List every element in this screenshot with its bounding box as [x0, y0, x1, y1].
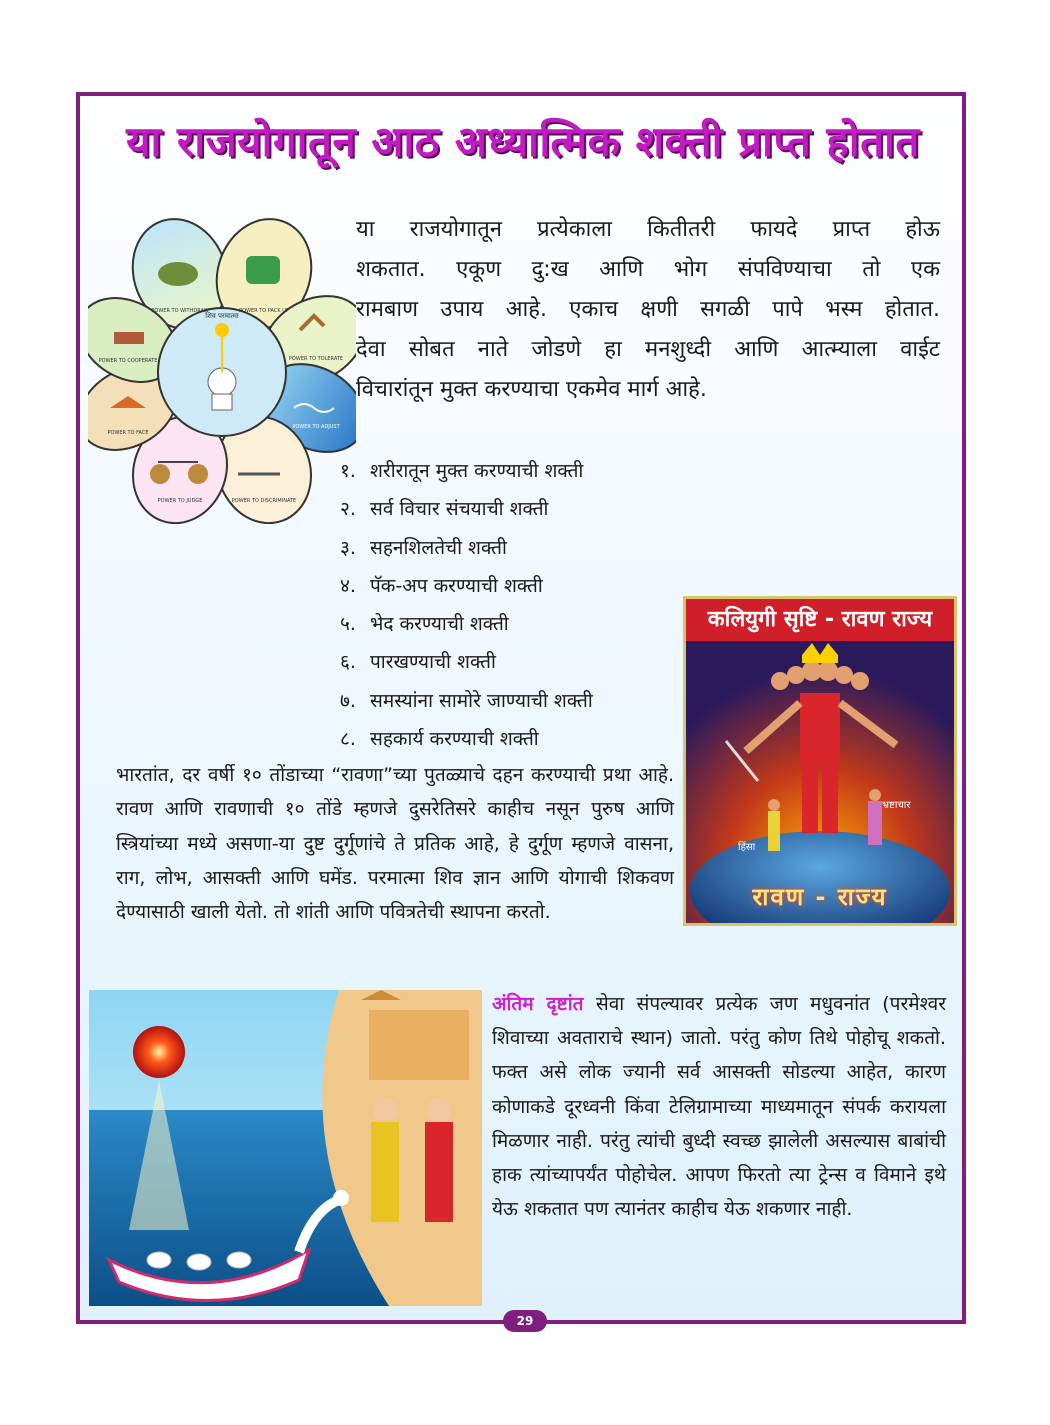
final-vision-heading: अंतिम दृष्टांत — [492, 993, 584, 1015]
intro-paragraph — [356, 210, 940, 410]
intro-line: शकतात. एकूण दु:ख आणि भोग संपविण्याचा तो एक — [356, 257, 940, 282]
list-item: १. शरीरातून मुक्त करण्याची शक्ती — [340, 460, 584, 482]
eight-powers-flower-illustration — [88, 212, 356, 524]
intro-line: विचारांतून मुक्त करण्याचा एकमेव मार्ग आहे. — [356, 377, 707, 402]
poster-bottom-text: रावण - राज्य — [752, 883, 888, 911]
list-item: ४. पॅक-अप करण्याची शक्ती — [340, 574, 543, 597]
final-vision-illustration — [89, 990, 482, 1306]
svg-text:POWER TO COOPERATE: POWER TO COOPERATE — [98, 358, 158, 364]
intro-line: रामबाण उपाय आहे. एकाच क्षणी सगळी पापे भस्म होतात. — [356, 297, 940, 322]
shiva-light-icon — [215, 323, 229, 337]
powers-list — [340, 452, 593, 758]
ravan-rajya-poster — [683, 596, 957, 926]
intro-line: देवा सोबत नाते जोडणे हा मनशुध्दी आणि आत्म्याला वाईट — [356, 337, 940, 362]
flower-center-label: शिव परमात्मा — [205, 312, 239, 320]
svg-text:POWER TO DISCRIMINATE: POWER TO DISCRIMINATE — [231, 498, 297, 504]
page-number: 29 — [503, 1310, 547, 1332]
svg-text:POWER TO FACE: POWER TO FACE — [107, 430, 149, 436]
poster-label-right: भ्रष्टाचार — [882, 800, 911, 811]
final-vision-text: सेवा संपल्यावर प्रत्येक जण मधुवनांत (परमेश्वर शिवाच्या अवताराचे स्थान) जातो. परंतु कोण तिथे पोहोचू शकतो. फक्त असे लोक ज्यानी सर्व आसक्ती सोडल्या आहेत, कारण कोणाकडे दूरध्वनी किंवा टेलिग्रामाच्या माध्यमातून संपर्क करायला मिळणार नाही. परंतु त्यांची बुध्दी स्वच्छ झालेली असल्यास बाबांची हाक त्यांच्यापर्यंत पोहोचेल. आपण फिरतो त्या ट्रेन्स व विमाने इथे येऊ शकतात पण त्यानंतर काहीच येऊ शकणार नाही. — [492, 993, 946, 1221]
list-item: ६. पारखण्याची शक्ती — [340, 651, 496, 674]
intro-line: या राजयोगातून प्रत्येकाला कितीतरी फायदे प्राप्त होऊ — [356, 217, 940, 242]
list-item: २. सर्व विचार संचयाची शक्ती — [340, 498, 549, 521]
list-item: ८. सहकार्य करण्याची शक्ती — [340, 728, 539, 751]
poster-label-left: हिंसा — [738, 842, 756, 853]
final-vision-paragraph — [492, 987, 946, 1226]
list-item: ७. समस्यांना सामोरे जाण्याची शक्ती — [340, 689, 593, 712]
list-item: ५. भेद करण्याची शक्ती — [340, 613, 509, 636]
ravan-paragraph: भारतांत, दर वर्षी १० तोंडाच्या “रावणा”च्या पुतळ्याचे दहन करण्याची प्रथा आहे. रावण आणि रावणाची १० तोंडे म्हणजे दुसरेतिसरे काहीच नसून पुरुष आणि स्त्रियांच्या मध्ये असणा-या दुष्ट दुर्गूणांचे ते प्रतिक आहे, हे दुर्गूण म्हणजे वासना, राग, लोभ, आसक्ती आणि घमेंड. परमात्मा शिव ज्ञान आणि योगाची शिकवण देण्यासाठी खाली येतो. तो शांती आणि पवित्रतेची स्थापना करतो. — [116, 764, 674, 924]
svg-text:POWER TO JUDGE: POWER TO JUDGE — [157, 498, 203, 504]
svg-text:POWER TO TOLERATE: POWER TO TOLERATE — [288, 356, 344, 362]
svg-text:POWER TO PACK UP: POWER TO PACK UP — [239, 308, 289, 314]
meditating-figure — [208, 368, 236, 396]
poster-title: कलियुगी सृष्टि - रावण राज्य — [686, 599, 954, 641]
svg-text:POWER TO WITHDRAW: POWER TO WITHDRAW — [151, 308, 209, 314]
page-title: या राजयोगातून आठ अध्यात्मिक शक्ती प्राप्त होतात — [126, 117, 920, 166]
supreme-soul-light-icon — [133, 1026, 185, 1078]
svg-text:POWER TO ADJUST: POWER TO ADJUST — [292, 424, 340, 430]
list-item: ३. सहनशिलतेची शक्ती — [340, 536, 507, 559]
